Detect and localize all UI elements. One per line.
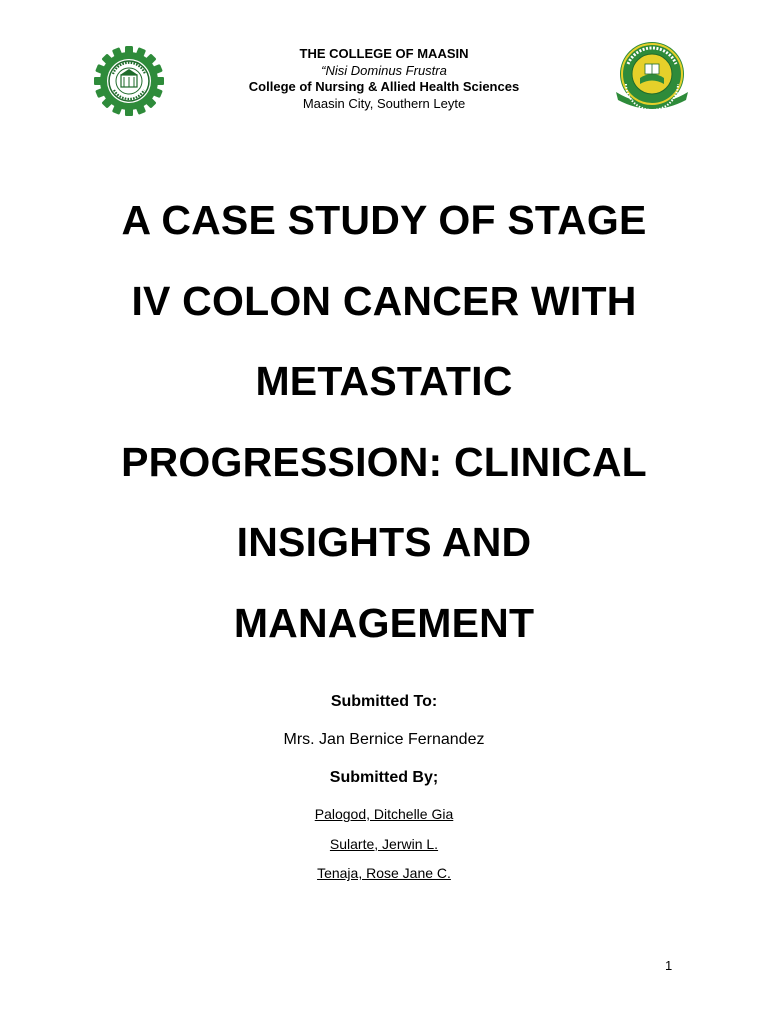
title-line: METASTATIC bbox=[255, 358, 513, 404]
page-number: 1 bbox=[665, 958, 673, 973]
document-title bbox=[60, 180, 708, 663]
author-name-text: Tenaja, Rose Jane C. bbox=[317, 865, 451, 881]
author-name bbox=[0, 806, 768, 823]
instructor-name: Mrs. Jan Bernice Fernandez bbox=[283, 731, 485, 748]
submission-section bbox=[0, 690, 768, 895]
department-name: College of Nursing & Allied Health Sciences bbox=[248, 79, 520, 94]
college-motto: “Nisi Dominus Frustra bbox=[321, 62, 447, 78]
title-line: PROGRESSION: CLINICAL bbox=[121, 438, 647, 485]
submitted-by-label: Submitted By; bbox=[329, 769, 439, 786]
college-seal-right-icon bbox=[612, 40, 692, 112]
author-name-text: Sularte, Jerwin L. bbox=[329, 835, 439, 852]
author-name bbox=[0, 836, 768, 853]
author-list bbox=[0, 806, 768, 882]
author-name bbox=[0, 865, 768, 882]
author-name-text: Palogod, Ditchelle Gia bbox=[314, 806, 454, 822]
title-line: MANAGEMENT bbox=[233, 599, 535, 646]
title-line: IV COLON CANCER WITH bbox=[131, 277, 637, 324]
college-location: Maasin City, Southern Leyte bbox=[302, 95, 466, 111]
college-name: THE COLLEGE OF MAASIN bbox=[299, 46, 469, 61]
submitted-to-label: Submitted To: bbox=[330, 693, 438, 710]
title-line: INSIGHTS AND bbox=[236, 519, 532, 565]
title-line: A CASE STUDY OF STAGE bbox=[121, 197, 647, 243]
